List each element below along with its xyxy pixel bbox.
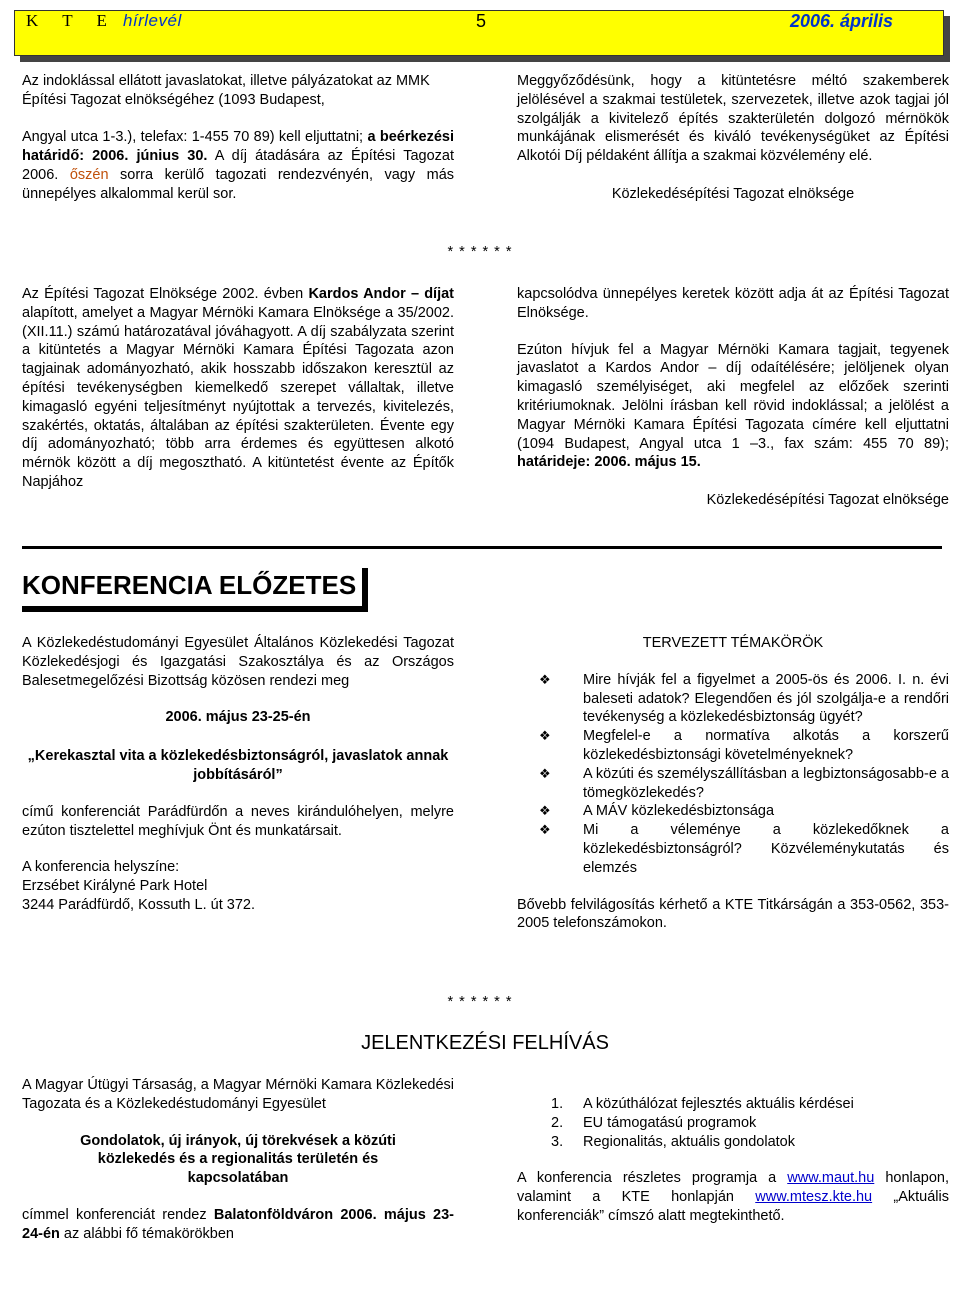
invite-venue-date: Balatonföldváron 2006. május 23-24-én	[22, 1206, 455, 1242]
numbered-topic	[517, 1095, 949, 1114]
venue-label: A konferencia helyszíne:	[22, 859, 180, 876]
numbered-topic	[517, 1133, 949, 1152]
conference-invite: című konferenciát Parádfürdőn a neves kirándulóhelyen, melyre ezúton tisztelettel meghívjuk Önt és munkatársait.	[22, 803, 454, 839]
award-intro-text: Az Építési Tagozat Elnöksége 2002. évben	[22, 286, 304, 302]
more-info: Bővebb felvilágosítás kérhető a KTE Titkárságán a 353-0562, 353-2005 telefonszámokon.	[517, 896, 949, 932]
invite-text: címmel konferenciát rendez	[22, 1206, 207, 1223]
conference-title: KONFERENCIA ELŐZETES	[22, 570, 357, 600]
conference-info	[22, 634, 454, 915]
topic-item	[517, 765, 949, 803]
topic-text: A MÁV közlekedésbiztonsága	[583, 803, 775, 820]
header-hirlevel: hírlevél	[122, 11, 182, 30]
award-deadline-paragraph	[22, 128, 454, 203]
venue-name: Erzsébet Királyné Park Hotel	[22, 878, 208, 895]
registration-title: JELENTKEZÉSI FELHÍVÁS	[361, 1032, 609, 1054]
topic-item	[517, 802, 949, 821]
topic-text: A közúti és személyszállításban a legbiztonságosabb-e a tömegközlekedés?	[583, 765, 949, 801]
recommendation-paragraph: Meggyőződésünk, hogy a kitüntetésre méltó szakemberek jelölésével a szakmai testületek, szervezetek, illetve azok tagjai jól szolgálják a kivitelező építés szakterületén dolgozó mérnökök munkájának elismerését és kiváló tevékenységüket az Építési Alkotói Díj példaként állítja a szakmai közvélemény elé.	[517, 73, 949, 165]
award-deadline-block	[22, 72, 454, 204]
nomination-deadline: határideje: 2006. május 15.	[517, 454, 701, 471]
page-number: 5	[476, 11, 487, 31]
topic-item	[517, 821, 949, 877]
diamond-bullet-icon: ❖	[539, 803, 551, 819]
nomination-paragraph	[517, 341, 949, 473]
conference-intro: A Közlekedéstudományi Egyesület Általános Közlekedési Tagozat Közlekedésjogi és Igazgatási Szakosztálya és az Országos Balesetmegelőzési Bizottság közösen rendezi meg	[22, 635, 454, 689]
topic-item	[517, 727, 949, 765]
recommendation-block	[517, 72, 949, 204]
topic-text: A közúthálózat fejlesztés aktuális kérdései	[583, 1096, 854, 1112]
ceremony-text: A díj átadására az Építési Tagozat 2006.	[22, 148, 454, 183]
topic-number: 2.	[551, 1114, 564, 1131]
diamond-bullet-icon: ❖	[539, 822, 551, 838]
invite-tail: az alábbi fő témakörökben	[63, 1225, 234, 1242]
topic-number: 3.	[551, 1133, 564, 1150]
conference-topic: „Kerekasztal vita a közlekedésbiztonságról, javaslatok annak jobbításáról”	[27, 748, 449, 783]
topic-text: Mire hívják fel a figyelmet a 2005-ös és 2006. I. n. évi baleseti adatok? Elegendően és jól szolgálja-e a rendőri tevékenység a közlekedésbiztonság ügyét?	[583, 671, 949, 726]
kardos-award-paragraph	[22, 285, 454, 492]
topic-text: Regionalitás, aktuális gondolatok	[583, 1133, 795, 1150]
section-rule	[22, 546, 942, 549]
topic-text: Megfelel-e a normatíva alkotás a korszerű közlekedésbiztonsági követelményeknek?	[583, 728, 949, 763]
topic-text: Mi a véleménye a közlekedőknek a közlekedésbiztonságról? Közvéleménykutatás és elemzés	[583, 822, 949, 876]
mtesz-link[interactable]: www.mtesz.kte.hu	[755, 1189, 873, 1206]
award-rules-text: A díj szabályzata szerint a kitüntetés a Magyar Mérnöki Kamara Építési Tagozata azon tagjainak adományozható, akik hosszabb időszakon keresztül az építési tevékenységben kiemelkedő szerepet vállaltak, illetve kimagasló egyéni teljesítményt nyújtottak a tervezés, kivitelezés, szakértés, oktatás, általában az építési szakterületen. Évente egy díj adományozható; több arra érdemes és együttesen alkotó mérnök között a díj megosztható. A kitüntetést évente az Építők Napjához	[22, 323, 454, 490]
award-approval-text: alapított, amelyet a Magyar Mérnöki Kamara Elnöksége a 35/2002. (XII.11.) számú határozatával jóváhagyott.	[22, 304, 454, 340]
award-address-paragraph: Az indoklással ellátott javaslatokat, illetve pályázatokat az MMK Építési Tagozat elnökségéhez (1093 Budapest,	[22, 73, 430, 108]
maut-link[interactable]: www.maut.hu	[787, 1170, 875, 1187]
topic-number: 1.	[551, 1096, 564, 1112]
numbered-topic	[517, 1114, 949, 1133]
ceremony-paragraph: kapcsolódva ünnepélyes keretek között adja át az Építési Tagozat Elnöksége.	[517, 286, 949, 321]
diamond-bullet-icon: ❖	[539, 671, 551, 687]
registration-info	[22, 1076, 454, 1244]
topics-list	[517, 671, 949, 878]
registration-topics	[517, 1095, 949, 1226]
program-text: honlapon, valamint a KTE honlapján	[517, 1170, 950, 1206]
registration-topic: Gondolatok, új irányok, új törekvések a közúti közlekedés és a regionalitás területén és kapcsolatában	[80, 1132, 396, 1187]
ceremony-rest-text: sorra kerülő tagozati rendezvényén, vagy más ünnepélyes alkalommal kerül sor.	[22, 166, 455, 202]
program-text: A konferencia részletes programja a	[517, 1170, 777, 1187]
organizers-text: A Magyar Útügyi Társaság, a Magyar Mérnöki Kamara Közlekedési Tagozata és a Közlekedéstudományi Egyesület	[22, 1077, 454, 1112]
topic-text: EU támogatású programok	[583, 1114, 757, 1131]
topic-item	[517, 671, 949, 727]
program-text: „Aktuális konferenciák” címszó alatt megtekinthető.	[517, 1189, 949, 1224]
registration-invite	[22, 1206, 454, 1244]
award-name: Kardos Andor – díjat	[308, 286, 455, 302]
diamond-bullet-icon: ❖	[539, 728, 551, 744]
issue-date: 2006. április	[790, 11, 894, 31]
signature: Közlekedésépítési Tagozat elnöksége	[706, 492, 949, 509]
deadline-text: a beérkezési határidő: 2006. június 30.	[22, 129, 455, 165]
conference-heading	[22, 568, 368, 612]
diamond-bullet-icon: ❖	[539, 765, 551, 781]
topics-numbered-list	[517, 1095, 949, 1151]
section-divider: * * * * * *	[447, 244, 513, 260]
call-for-nominations	[517, 285, 949, 510]
venue-address: 3244 Parádfürdő, Kossuth L. út 372.	[22, 896, 255, 913]
header-kte: K T E	[26, 11, 117, 30]
autumn-text: őszén	[69, 166, 109, 183]
section-divider: * * * * * *	[447, 994, 513, 1010]
nomination-text: Ezúton hívjuk fel a Magyar Mérnöki Kamara tagjait, tegyenek javaslatot a Kardos Andor – díj odaítélésére; jelöljenek olyan kimagasló személyiséget, aki megfelel az előzőek szerinti kritériumoknak. Jelölni írásban kell rövid indoklással; a jelölést a Magyar Mérnöki Kamara Építési Tagozata címére kell eljuttatni (1094 Budapest, Angyal utca 1 –3., fax szám: 455 70 89);	[517, 341, 949, 452]
signature: Közlekedésépítési Tagozat elnöksége	[611, 185, 855, 202]
topics-title: TERVEZETT TÉMAKÖRÖK	[642, 635, 824, 651]
conference-date: 2006. május 23-25-én	[165, 709, 311, 726]
header-title	[26, 12, 182, 31]
conference-topics	[517, 634, 949, 933]
program-info	[517, 1169, 949, 1225]
fax-text: Angyal utca 1-3.), telefax: 1-455 70 89) kell eljuttatni;	[22, 129, 364, 146]
